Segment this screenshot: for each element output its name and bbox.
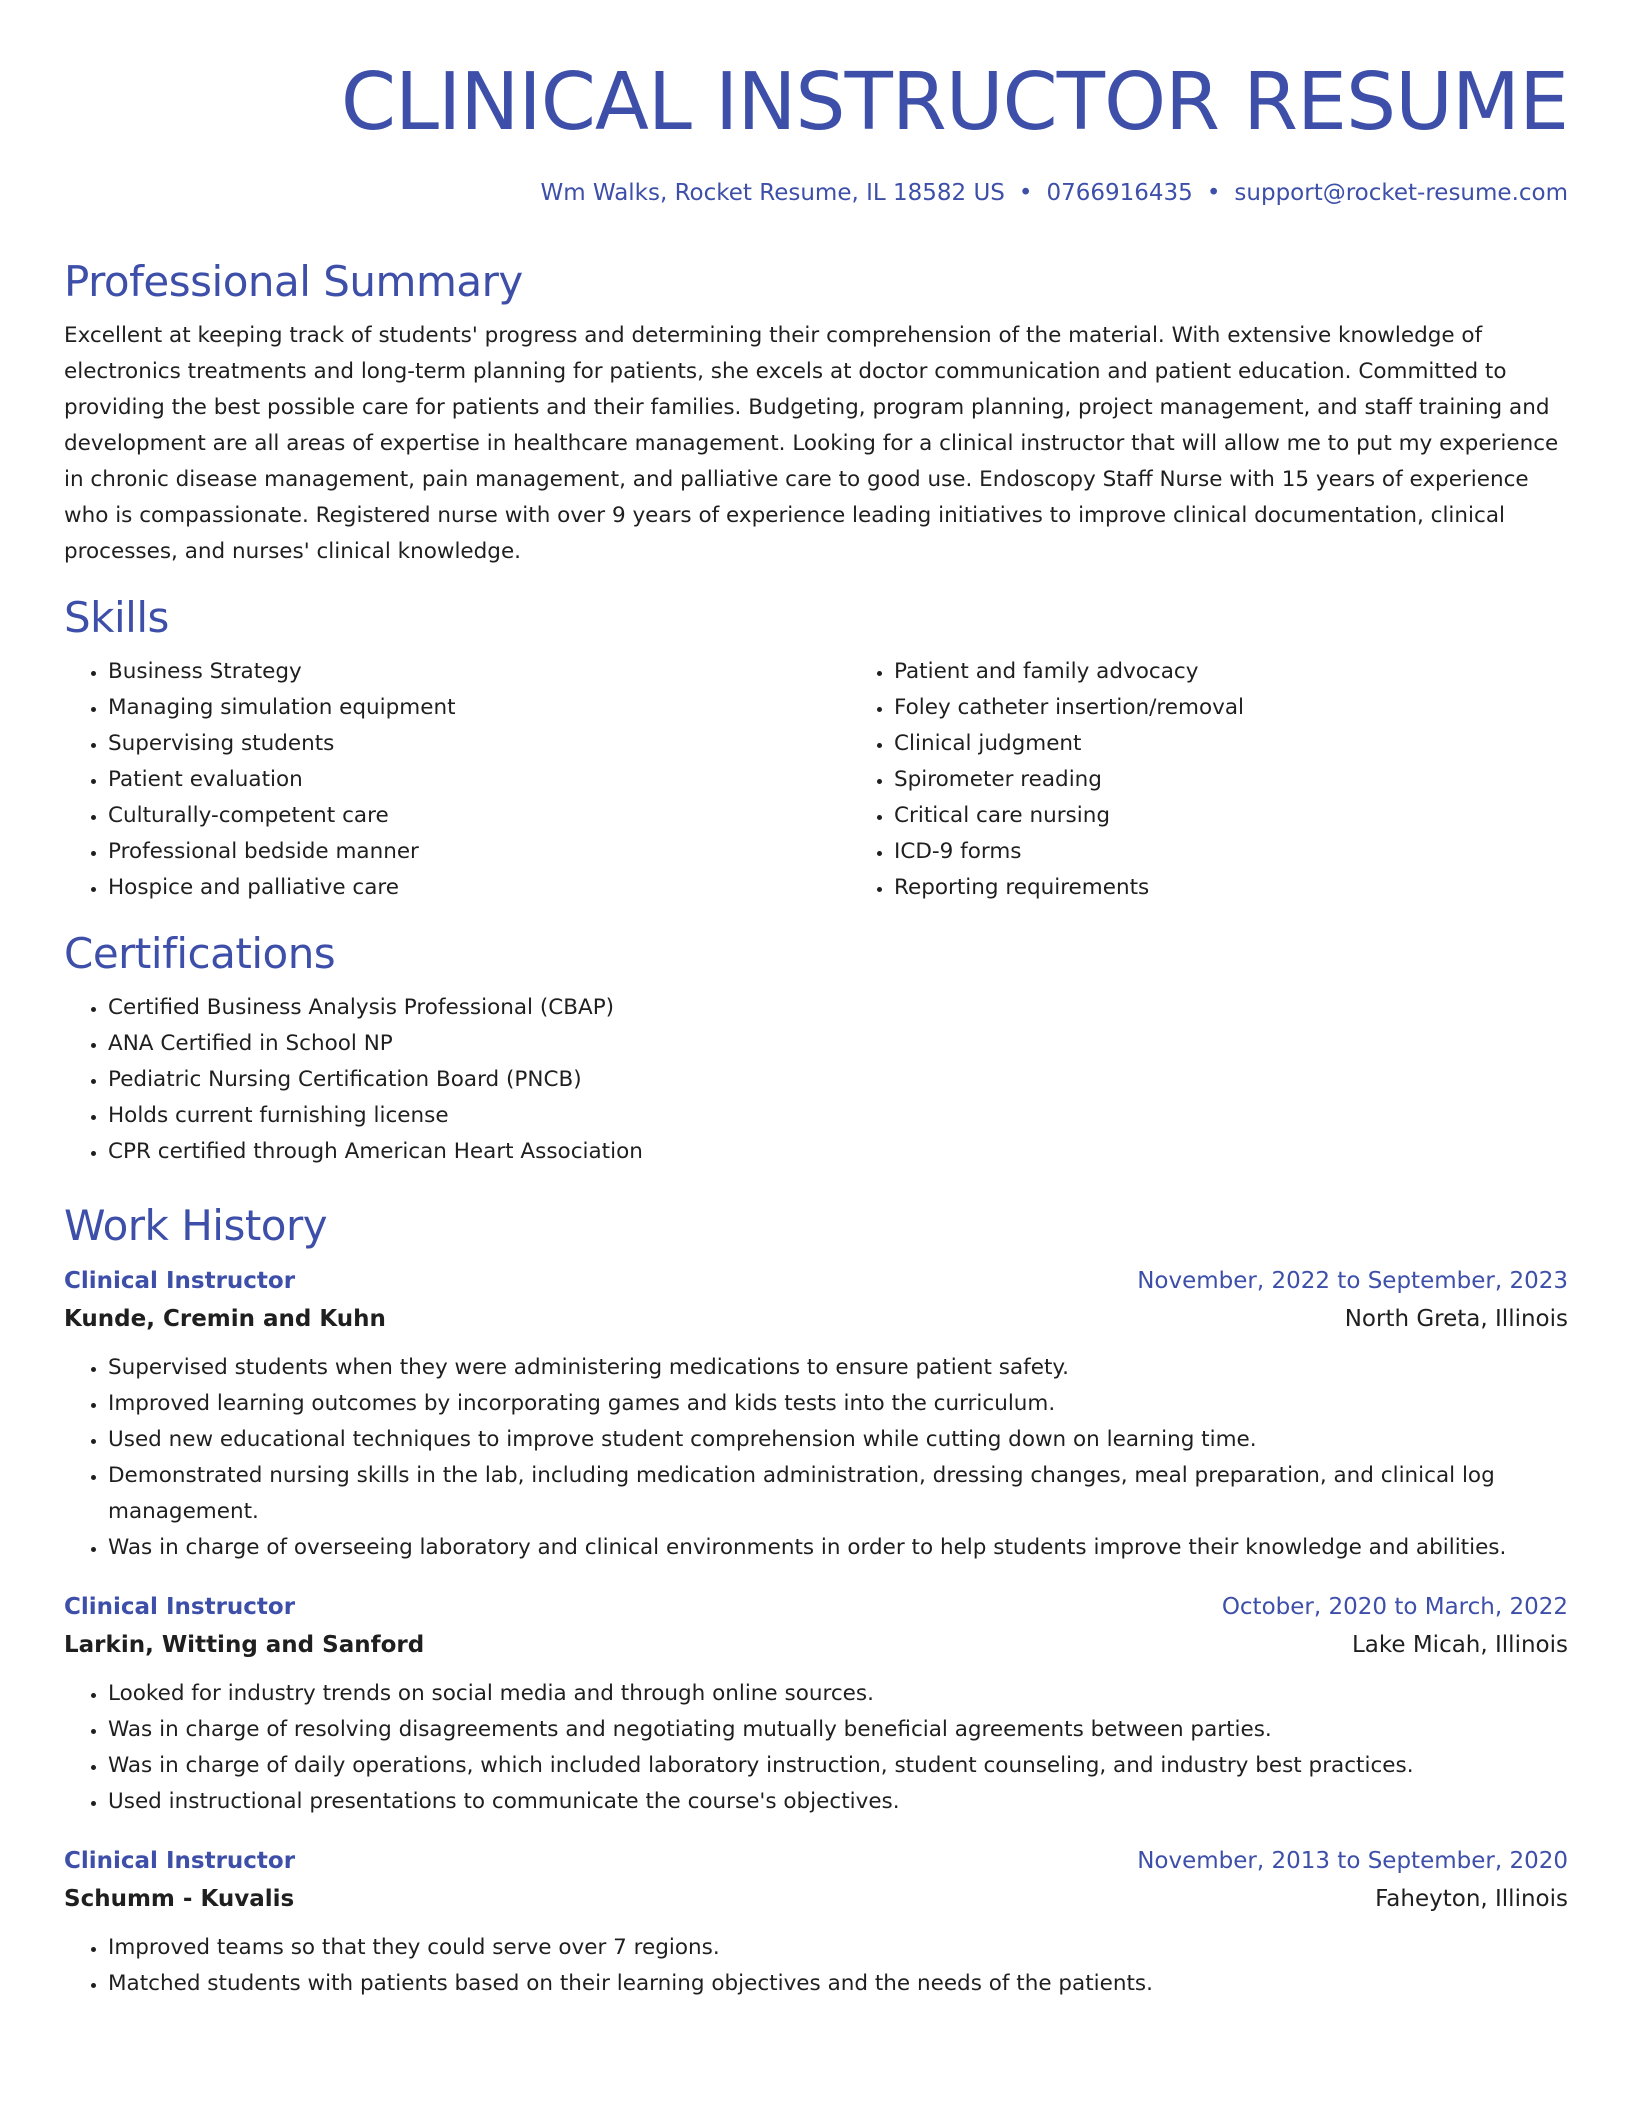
certifications-heading: Certifications bbox=[64, 929, 336, 978]
contact-separator: • bbox=[1018, 180, 1033, 206]
skill-item: • Professional bedside manner bbox=[108, 834, 850, 870]
job-bullet: • Improved teams so that they could serve over 7 regions. bbox=[108, 1930, 1568, 1966]
skill-item: • Critical care nursing bbox=[894, 798, 1244, 834]
skills-section bbox=[64, 592, 1568, 906]
skills-list-right bbox=[850, 654, 1244, 906]
skill-item: • Hospice and palliative care bbox=[108, 870, 850, 906]
job-title: Clinical Instructor bbox=[64, 1594, 296, 1620]
skill-item: • Supervising students bbox=[108, 726, 850, 762]
job-entry bbox=[64, 1262, 1568, 1566]
job-bullet: • Supervised students when they were administering medications to ensure patient safety. bbox=[108, 1350, 1568, 1386]
job-dates: November, 2013 to September, 2020 bbox=[1137, 1848, 1568, 1874]
job-bullet: • Used instructional presentations to communicate the course's objectives. bbox=[108, 1784, 1568, 1820]
resume-title: CLINICAL INSTRUCTOR RESUME bbox=[340, 56, 1568, 148]
certification-item: • Certified Business Analysis Professional (CBAP) bbox=[108, 990, 1568, 1026]
job-bullets bbox=[64, 1676, 1568, 1820]
job-bullet: • Was in charge of daily operations, which included laboratory instruction, student counseling, and industry best practices. bbox=[108, 1748, 1568, 1784]
job-location: Faheyton, Illinois bbox=[1375, 1886, 1568, 1912]
skill-item: • Patient and family advocacy bbox=[894, 654, 1244, 690]
job-company-row bbox=[64, 1626, 1568, 1664]
job-company: Kunde, Cremin and Kuhn bbox=[64, 1306, 386, 1332]
job-bullets bbox=[64, 1930, 1568, 2002]
contact-email[interactable]: support@rocket-resume.com bbox=[1234, 180, 1568, 206]
skill-item: • Business Strategy bbox=[108, 654, 850, 690]
job-bullet: • Was in charge of resolving disagreements and negotiating mutually beneficial agreements between parties. bbox=[108, 1712, 1568, 1748]
summary-section bbox=[64, 256, 1568, 570]
job-entry bbox=[64, 1588, 1568, 1820]
skill-item: • Patient evaluation bbox=[108, 762, 850, 798]
skill-item: • Clinical judgment bbox=[894, 726, 1244, 762]
certification-item: • Pediatric Nursing Certification Board (PNCB) bbox=[108, 1062, 1568, 1098]
work-history-section bbox=[64, 1200, 1568, 2002]
resume-content bbox=[64, 256, 1568, 2024]
contact-address: Wm Walks, Rocket Resume, IL 18582 US bbox=[540, 180, 1005, 206]
certification-item: • CPR certified through American Heart Association bbox=[108, 1134, 1568, 1170]
job-header-row bbox=[64, 1588, 1568, 1626]
skills-list-left bbox=[64, 654, 850, 906]
summary-text: Excellent at keeping track of students' progress and determining their comprehension of the material. With extensive knowledge of electronics treatments and long-term planning for patients, she excels at doctor communication and patient education. Committed to providing the best possible care for patients and their families. Budgeting, program planning, project management, and staff training and development are all areas of expertise in healthcare management. Looking for a clinical instructor that will allow me to put my experience in chronic disease management, pain management, and palliative care to good use. Endoscopy Staff Nurse with 15 years of experience who is compassionate. Registered nurse with over 9 years of experience leading initiatives to improve clinical documentation, clinical processes, and nurses' clinical knowledge. bbox=[64, 323, 1559, 564]
job-company-row bbox=[64, 1300, 1568, 1338]
skills-heading: Skills bbox=[64, 593, 169, 642]
skill-item: • Culturally-competent care bbox=[108, 798, 850, 834]
skill-item: • Foley catheter insertion/removal bbox=[894, 690, 1244, 726]
job-title: Clinical Instructor bbox=[64, 1848, 296, 1874]
certifications-section bbox=[64, 928, 1568, 1170]
job-bullet: • Demonstrated nursing skills in the lab, including medication administration, dressing changes, meal preparation, and clinical log management. bbox=[108, 1458, 1568, 1530]
contact-separator: • bbox=[1206, 180, 1221, 206]
contact-phone: 0766916435 bbox=[1046, 180, 1193, 206]
job-entry bbox=[64, 1842, 1568, 2002]
job-dates: November, 2022 to September, 2023 bbox=[1137, 1268, 1568, 1294]
certification-item: • ANA Certified in School NP bbox=[108, 1026, 1568, 1062]
skills-columns bbox=[64, 654, 1568, 906]
job-title: Clinical Instructor bbox=[64, 1268, 296, 1294]
job-bullets bbox=[64, 1350, 1568, 1566]
job-company: Schumm - Kuvalis bbox=[64, 1886, 295, 1912]
job-location: North Greta, Illinois bbox=[1344, 1306, 1568, 1332]
skill-item: • Reporting requirements bbox=[894, 870, 1244, 906]
job-bullet: • Improved learning outcomes by incorporating games and kids tests into the curriculum. bbox=[108, 1386, 1568, 1422]
job-bullet: • Matched students with patients based on their learning objectives and the needs of the patients. bbox=[108, 1966, 1568, 2002]
job-company: Larkin, Witting and Sanford bbox=[64, 1632, 425, 1658]
job-location: Lake Micah, Illinois bbox=[1351, 1632, 1568, 1658]
job-company-row bbox=[64, 1880, 1568, 1918]
summary-heading: Professional Summary bbox=[64, 257, 523, 306]
job-bullet: • Was in charge of overseeing laboratory and clinical environments in order to help students improve their knowledge and abilities. bbox=[108, 1530, 1568, 1566]
job-bullet: • Used new educational techniques to improve student comprehension while cutting down on learning time. bbox=[108, 1422, 1568, 1458]
job-bullet: • Looked for industry trends on social media and through online sources. bbox=[108, 1676, 1568, 1712]
contact-line bbox=[540, 180, 1568, 206]
certification-item: • Holds current furnishing license bbox=[108, 1098, 1568, 1134]
job-header-row bbox=[64, 1262, 1568, 1300]
skill-item: • Managing simulation equipment bbox=[108, 690, 850, 726]
job-header-row bbox=[64, 1842, 1568, 1880]
job-dates: October, 2020 to March, 2022 bbox=[1221, 1594, 1568, 1620]
skill-item: • ICD-9 forms bbox=[894, 834, 1244, 870]
certifications-list bbox=[64, 990, 1568, 1170]
work-history-heading: Work History bbox=[64, 1201, 328, 1250]
skill-item: • Spirometer reading bbox=[894, 762, 1244, 798]
